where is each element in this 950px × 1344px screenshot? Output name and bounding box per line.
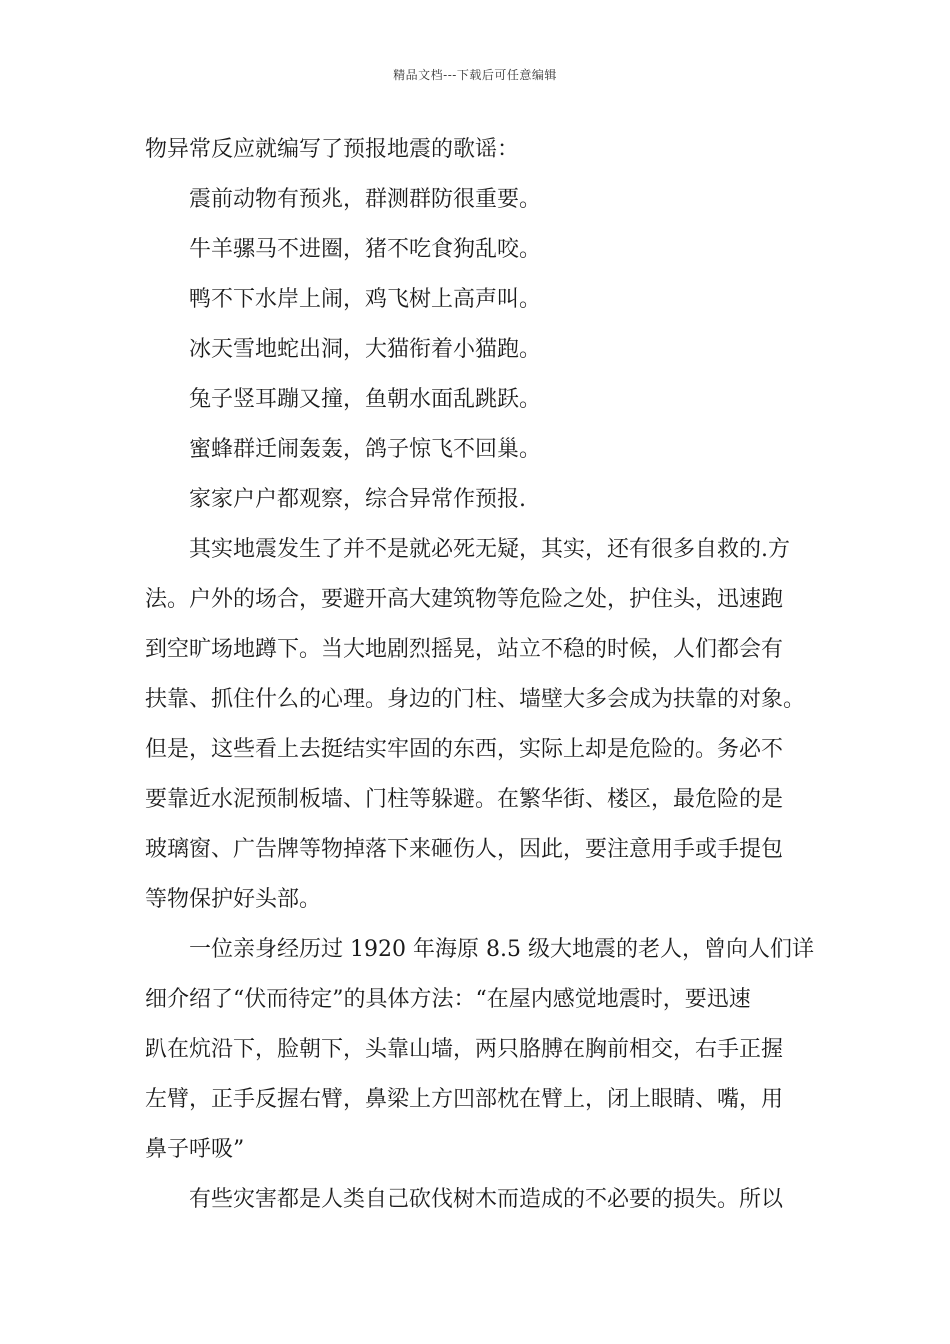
song-line: 鸭不下水岸上闹，鸡飞树上高声叫。 — [189, 287, 542, 312]
song-line: 冰天雪地蛇出洞，大猫衔着小猫跑。 — [189, 337, 542, 362]
paragraph-line: 玻璃窗、广告牌等物掉落下来砸伤人，因此，要注意用手或手提包 — [145, 837, 784, 862]
paragraph-line: 法。户外的场合，要避开高大建筑物等危险之处，护住头，迅速跑 — [145, 587, 784, 612]
paragraph-line: 有些灾害都是人类自己砍伐树木而造成的不必要的损失。所以 — [189, 1187, 784, 1212]
paragraph-line: 鼻子呼吸” — [145, 1137, 245, 1162]
paragraph-line: 一位亲身经历过 1920 年海原 8.5 级大地震的老人，曾向人们详 — [189, 937, 814, 962]
song-line: 震前动物有预兆，群测群防很重要。 — [189, 187, 542, 212]
page-header: 精品文档---下载后可任意编辑 — [393, 68, 557, 82]
song-line: 家家户户都观察，综合异常作预报. — [189, 487, 526, 512]
paragraph-line: 等物保护好头部。 — [145, 887, 322, 912]
text-line: 物异常反应就编写了预报地震的歌谣： — [145, 137, 520, 162]
paragraph-line: 扶靠、抓住什么的心理。身边的门柱、墙壁大多会成为扶靠的对象。 — [145, 687, 806, 712]
paragraph-line: 但是，这些看上去挺结实牢固的东西，实际上却是危险的。务必不 — [145, 737, 784, 762]
song-line: 蜜蜂群迁闹轰轰，鸽子惊飞不回巢。 — [189, 437, 542, 462]
song-line: 兔子竖耳蹦又撞，鱼朝水面乱跳跃。 — [189, 387, 542, 412]
paragraph-line: 其实地震发生了并不是就必死无疑，其实，还有很多自救的.方 — [189, 537, 790, 562]
paragraph-line: 要靠近水泥预制板墙、门柱等躲避。在繁华街、楼区，最危险的是 — [145, 787, 784, 812]
paragraph-line: 到空旷场地蹲下。当大地剧烈摇晃，站立不稳的时候，人们都会有 — [145, 637, 784, 662]
paragraph-line: 左臂，正手反握右臂，鼻梁上方凹部枕在臂上，闭上眼睛、嘴，用 — [145, 1087, 784, 1112]
paragraph-line: 趴在炕沿下，脸朝下，头靠山墙，两只胳膊在胸前相交，右手正握 — [145, 1037, 784, 1062]
paragraph-line: 细介绍了“伏而待定”的具体方法：“在屋内感觉地震时，要迅速 — [145, 987, 751, 1012]
song-line: 牛羊骡马不进圈，猪不吃食狗乱咬。 — [189, 237, 542, 262]
